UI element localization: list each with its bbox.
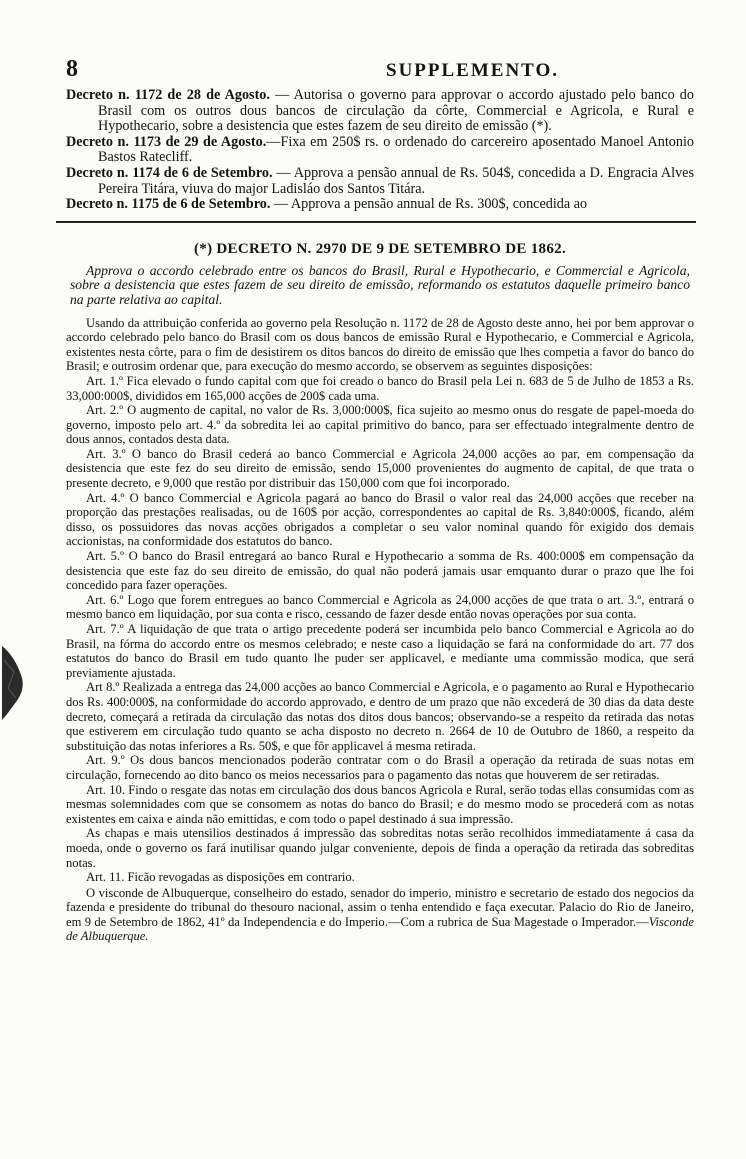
decree-summary-item (66, 135, 694, 166)
decree-article: Art. 2.º O augmento de capital, no valor de Rs. 3,000:000$, fica sujeito ao mesmo onus do resgate de papel-moeda do governo, imposto pelo art. 4.º da sobredita lei ao capital primitivo do banco, para ser effectuado integralmente dentro de dous annos, contados desta data. (66, 403, 694, 447)
decree-article: Art. 7.º A liquidação de que trata o artigo precedente poderá ser incumbida pelo banco Commercial e Agricola ao do Brasil, na fórma do accordo entre os mesmos celebrado; e neste caso a liquidação se fará na conformidade do art. 77 dos estatutos do banco do Brasil em tudo quanto lhe puder ser applicavel, e mediante uma commissão modica, que será previamente ajustada. (66, 622, 694, 680)
decree-closing-text: O visconde de Albuquerque, conselheiro do estado, senador do imperio, ministro e secretario de estado dos negocios da fazenda e presidente do tribunal do thesouro nacional, assim o tenha entendido e faça executar. Palacio do Rio de Janeiro, em 9 de Setembro de 1862, 41º da Independencia e do Imperio.—Com a rubrica de Sua Magestade o Imperador.— (66, 885, 694, 929)
decree-summary-item (66, 88, 694, 135)
page-number: 8 (66, 56, 78, 82)
decree-article: Art 8.º Realizada a entrega das 24,000 acções ao banco Commercial e Agricola, e o pagamento ao Rural e Hypothecario dos Rs. 400:000$, na conformidade do accordo approvado, e dentro de um prazo que não excederá de 30 dias da data deste decreto, começará a retirada da circulação das notas dos ditos dous bancos; observando-se a respeito da retirada das notas que estiverem em circulação tudo quanto se acha disposto no decreto n. 2664 de 10 de Outubro de 1860, a respeito da substituição das notas inferiores a Rs. 50$, e que fôr applicavel á mesma retirada. (66, 680, 694, 753)
decree-summary-text: — Approva a pensão annual de Rs. 300$, concedida ao (270, 196, 588, 213)
decree-paragraph: As chapas e mais utensilios destinados á impressão das sobreditas notas serão recolhidos immediatamente á casa da moeda, onde o governo os fará inutilisar quando julgar conveniente, depois de finda a operação da retirada das sobreditas notas. (66, 826, 694, 870)
section-divider (56, 221, 696, 223)
decree-summary-list (66, 88, 694, 213)
decree-subtitle: Approva o accordo celebrado entre os bancos do Brasil, Rural e Hypothecario, e Commercial e Agricola, sobre a desistencia que estes fazem de seu direito de emissão, reformando os estatutos daquelle primeiro banco na parte relativa ao capital. (70, 262, 690, 307)
decree-summary-text: —Fixa em 250$ rs. o ordenado do carcereiro aposentado Manoel Antonio Bastos Ratecliff. (98, 133, 695, 166)
decree-signature: Visconde de Albuquerque. (66, 914, 694, 944)
decree-article: Art. 10. Findo o resgate das notas em circulação dos dous bancos Agricola e Rural, serão todas ellas consumidas com as mesmas solemnidades com que se consomem as notas do banco do Brasil; e do mesmo modo se procederá com as notas existentes em caixa e ainda não emittidas, e com todo o papel destinado á sua impressão. (66, 782, 694, 826)
decree-article: Art. 1.º Fica elevado o fundo capital com que foi creado o banco do Brasil pela Lei n. 683 de 5 de Julho de 1853 a Rs. 33,000:000$, divididos em 165,000 acções de 200$ cada uma. (66, 373, 694, 403)
decree-summary-text: — Autorisa o governo para approvar o accordo ajustado pelo banco do Brasil com os outros dous bancos de circulação da côrte, Commercial e Agricola, e Rural e Hypothecario, sobre a desistencia que estes fazem de seu direito de emissão (*). (98, 87, 694, 135)
decree-summary-text: — Approva a pensão annual de Rs. 504$, concedida a D. Engracia Alves Pereira Titára, viuva do major Ladisláo dos Santos Titára. (98, 164, 694, 197)
decree-article: Art. 3.º O banco do Brasil cederá ao banco Commercial e Agricola 24,000 acções ao par, em compensação da desistencia que este fez do seu direito de emissão, sendo 15,000 provenientes do augmento de capital, de que trata o presente decreto, e 9,000 que restão por distribuir das 150,000 com que foi incorporado. (66, 446, 694, 491)
decree-heading: (*) DECRETO N. 2970 DE 9 DE SETEMBRO DE 1862. (193, 240, 566, 257)
decree-article: Art. 5.º O banco do Brasil entregará ao banco Rural e Hypothecario a somma de Rs. 400:000$ em compensação da desistencia que este faz do seu direito de emissão, do qual não poderá jamais usar emquanto durar o prazo que lhe foi concedido para fazer operações. (66, 549, 694, 593)
decree-article: Art. 4.º O banco Commercial e Agricola pagará ao banco do Brasil o valor real das 24,000 acções que receber na proporção das prestações realisadas, ou de 160$ por acção, correspondentes ao capital de Rs. 3,840:000$, ficando, além disso, os possuidores das novas acções obrigados a completar o seu valor nominal quando fôr exigido dos demais accionistas, na conformidade dos estatutos do banco. (66, 490, 694, 549)
margin-ink-blot (0, 642, 26, 722)
decree-summary-lead: Decreto n. 1174 de 6 de Setembro. (66, 164, 273, 181)
decree-summary-item (66, 166, 694, 197)
decree-summary-item (66, 197, 694, 213)
decree-article: Art. 6.º Logo que forem entregues ao banco Commercial e Agricola as 24,000 acções de que trata o art. 3.º, entrará o mesmo banco em liquidação, por sua conta e risco, cessando de fazer desde então novas operações por sua conta. (66, 592, 694, 622)
decree-article: Art. 9.º Os dous bancos mencionados poderão contratar com o do Brasil a operação da retirada de suas notas em circulação, fornecendo ao dito banco os meios necessarios para o pagamento das notas que houverem de ser retiradas. (66, 753, 694, 782)
decree-article: Art. 11. Ficão revogadas as disposições em contrario. (86, 870, 355, 885)
decree-summary-lead: Decreto n. 1175 de 6 de Setembro. (66, 196, 271, 213)
decree-summary-lead: Decreto n. 1172 de 28 de Agosto. (66, 87, 270, 103)
decree-body (66, 316, 694, 945)
decree-paragraph: Usando da attribuição conferida ao governo pela Resolução n. 1172 de 28 de Agosto deste anno, hei por bem approvar o accordo celebrado pelo banco do Brasil com os dous bancos de emissão Rural e Hypothecario, e Commercial e Agricola, existentes nesta côrte, para o fim de desistirem os ditos bancos do direito de emissão que lhes competia a favor do banco do Brasil; e outrosim ordenar que, para execução do mesmo accordo, se observem as seguintes disposições: (66, 315, 694, 374)
running-title: SUPPLEMENTO. (386, 60, 560, 81)
decree-closing (66, 886, 694, 944)
decree-summary-lead: Decreto n. 1173 de 29 de Agosto. (66, 133, 267, 150)
page-header (66, 56, 694, 84)
